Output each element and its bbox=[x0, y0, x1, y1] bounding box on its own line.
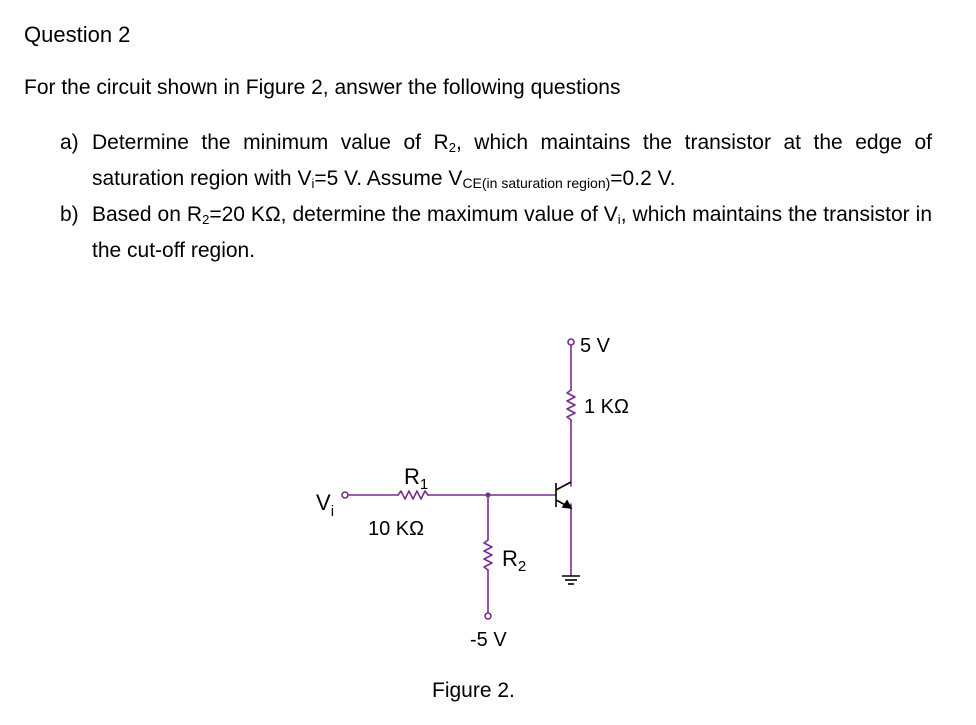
r2-label: $R_2$ bbox=[502, 546, 527, 575]
figure-caption: Figure 2. bbox=[432, 679, 515, 702]
input-terminal bbox=[342, 492, 348, 498]
part-a-text: Determine the minimum value of $R_2$, which maintains the transistor at the edge of saturation region with $V_i=5$ V. Assume $V_{CE(in saturation region)}=0.2$ V. bbox=[92, 131, 932, 191]
part-b-marker: b) bbox=[60, 203, 79, 226]
r1-value-label: 10 KΩ bbox=[368, 518, 425, 540]
question-heading: Question 2 bbox=[24, 22, 131, 47]
collector-resistor-label: 1 KΩ bbox=[584, 396, 629, 418]
negative-supply-terminal bbox=[485, 613, 491, 619]
question-intro: For the circuit shown in Figure 2, answer the following questions bbox=[24, 76, 621, 99]
supply-label: 5 V bbox=[580, 335, 611, 357]
rc-resistor-symbol bbox=[567, 390, 575, 420]
r1-label: $R_1$ bbox=[404, 464, 429, 493]
supply-terminal bbox=[568, 339, 574, 345]
npn-transistor bbox=[556, 482, 571, 508]
part-a-marker: a) bbox=[60, 131, 79, 154]
input-label: $V_i$ bbox=[316, 490, 335, 520]
negative-supply-label: -5 V bbox=[470, 629, 507, 651]
ground-symbol bbox=[562, 576, 580, 584]
r2-resistor-symbol bbox=[484, 540, 492, 570]
part-b-text: Based on $R_2=20$ KΩ, determine the maximum value of $V_i$, which maintains the transistor in the cut-off region. bbox=[92, 203, 932, 262]
